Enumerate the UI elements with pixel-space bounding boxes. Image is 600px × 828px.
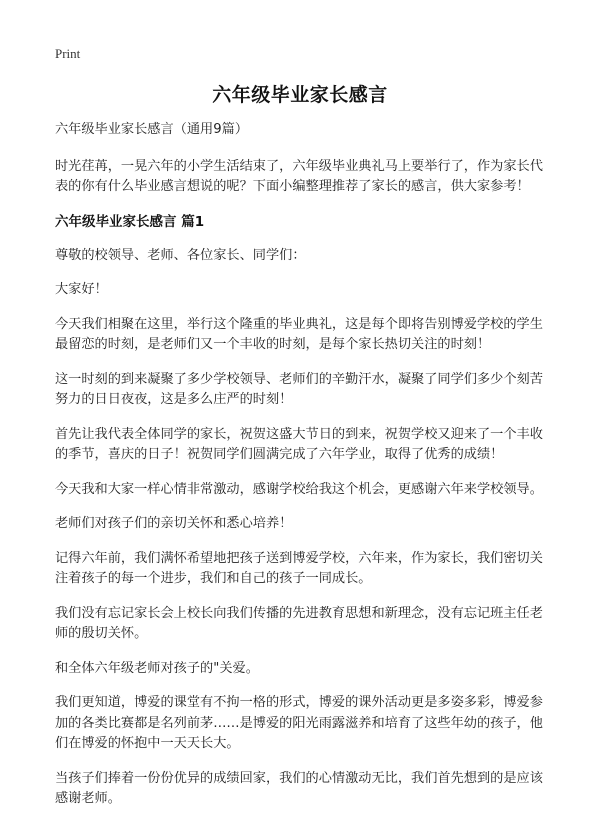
- paragraph: 尊敬的校领导、老师、各位家长、同学们：: [55, 247, 306, 263]
- section-heading: 六年级毕业家长感言 篇1: [55, 213, 205, 230]
- paragraph: 当孩子们捧着一份份优异的成绩回家，我们的心情激动无比，我们首先想到的是应该感谢老师。: [55, 770, 543, 806]
- paragraph: 今天我和大家一样心情非常激动，感谢学校给我这个机会，更感谢六年来学校领导。: [55, 481, 543, 497]
- paragraph: 记得六年前，我们满怀希望地把孩子送到博爱学校，六年来，作为家长，我们密切关注着孩子的每一个进步，我们和自己的孩子一同成长。: [55, 550, 543, 586]
- paragraph: 首先让我代表全体同学的家长，祝贺这盛大节日的到来，祝贺学校又迎来了一个丰收的季节，喜庆的日子！祝贺同学们圆满完成了六年学业，取得了优秀的成绩！: [55, 426, 543, 462]
- page-title: 六年级毕业家长感言: [212, 84, 388, 106]
- paragraph: 和全体六年级老师对孩子的"关爱。: [55, 660, 259, 676]
- paragraph: 我们更知道，博爱的课堂有不拘一格的形式，博爱的课外活动更是多姿多彩，博爱参加的各类比赛都是名列前茅……是博爱的阳光雨露滋养和培育了这些年幼的孩子，他们在博爱的怀抱中一天天长大。: [55, 695, 543, 751]
- paragraph: 这一时刻的到来凝聚了多少学校领导、老师们的辛勤汗水，凝聚了同学们多少个刻苦努力的日日夜夜，这是多么庄严的时刻！: [55, 371, 543, 407]
- article-intro: 时光荏苒，一晃六年的小学生活结束了，六年级毕业典礼马上要举行了，作为家长代表的你有什么毕业感言想说的呢？下面小编整理推荐了家长的感言，供大家参考！: [55, 158, 543, 194]
- paragraph: 大家好！: [55, 282, 108, 297]
- article-subtitle: 六年级毕业家长感言（通用9篇）: [55, 122, 249, 137]
- paragraph: 老师们对孩子们的亲切关怀和悉心培养！: [55, 516, 293, 531]
- print-link[interactable]: Print: [55, 46, 81, 61]
- paragraph: 今天我们相聚在这里，举行这个隆重的毕业典礼，这是每个即将告别博爱学校的学生最留恋的时刻，是老师们又一个丰收的时刻，是每个家长热切关注的时刻！: [55, 316, 543, 352]
- article-body: [55, 120, 555, 824]
- paragraph: 我们没有忘记家长会上校长向我们传播的先进教育思想和新理念，没有忘记班主任老师的殷切关怀。: [55, 605, 543, 641]
